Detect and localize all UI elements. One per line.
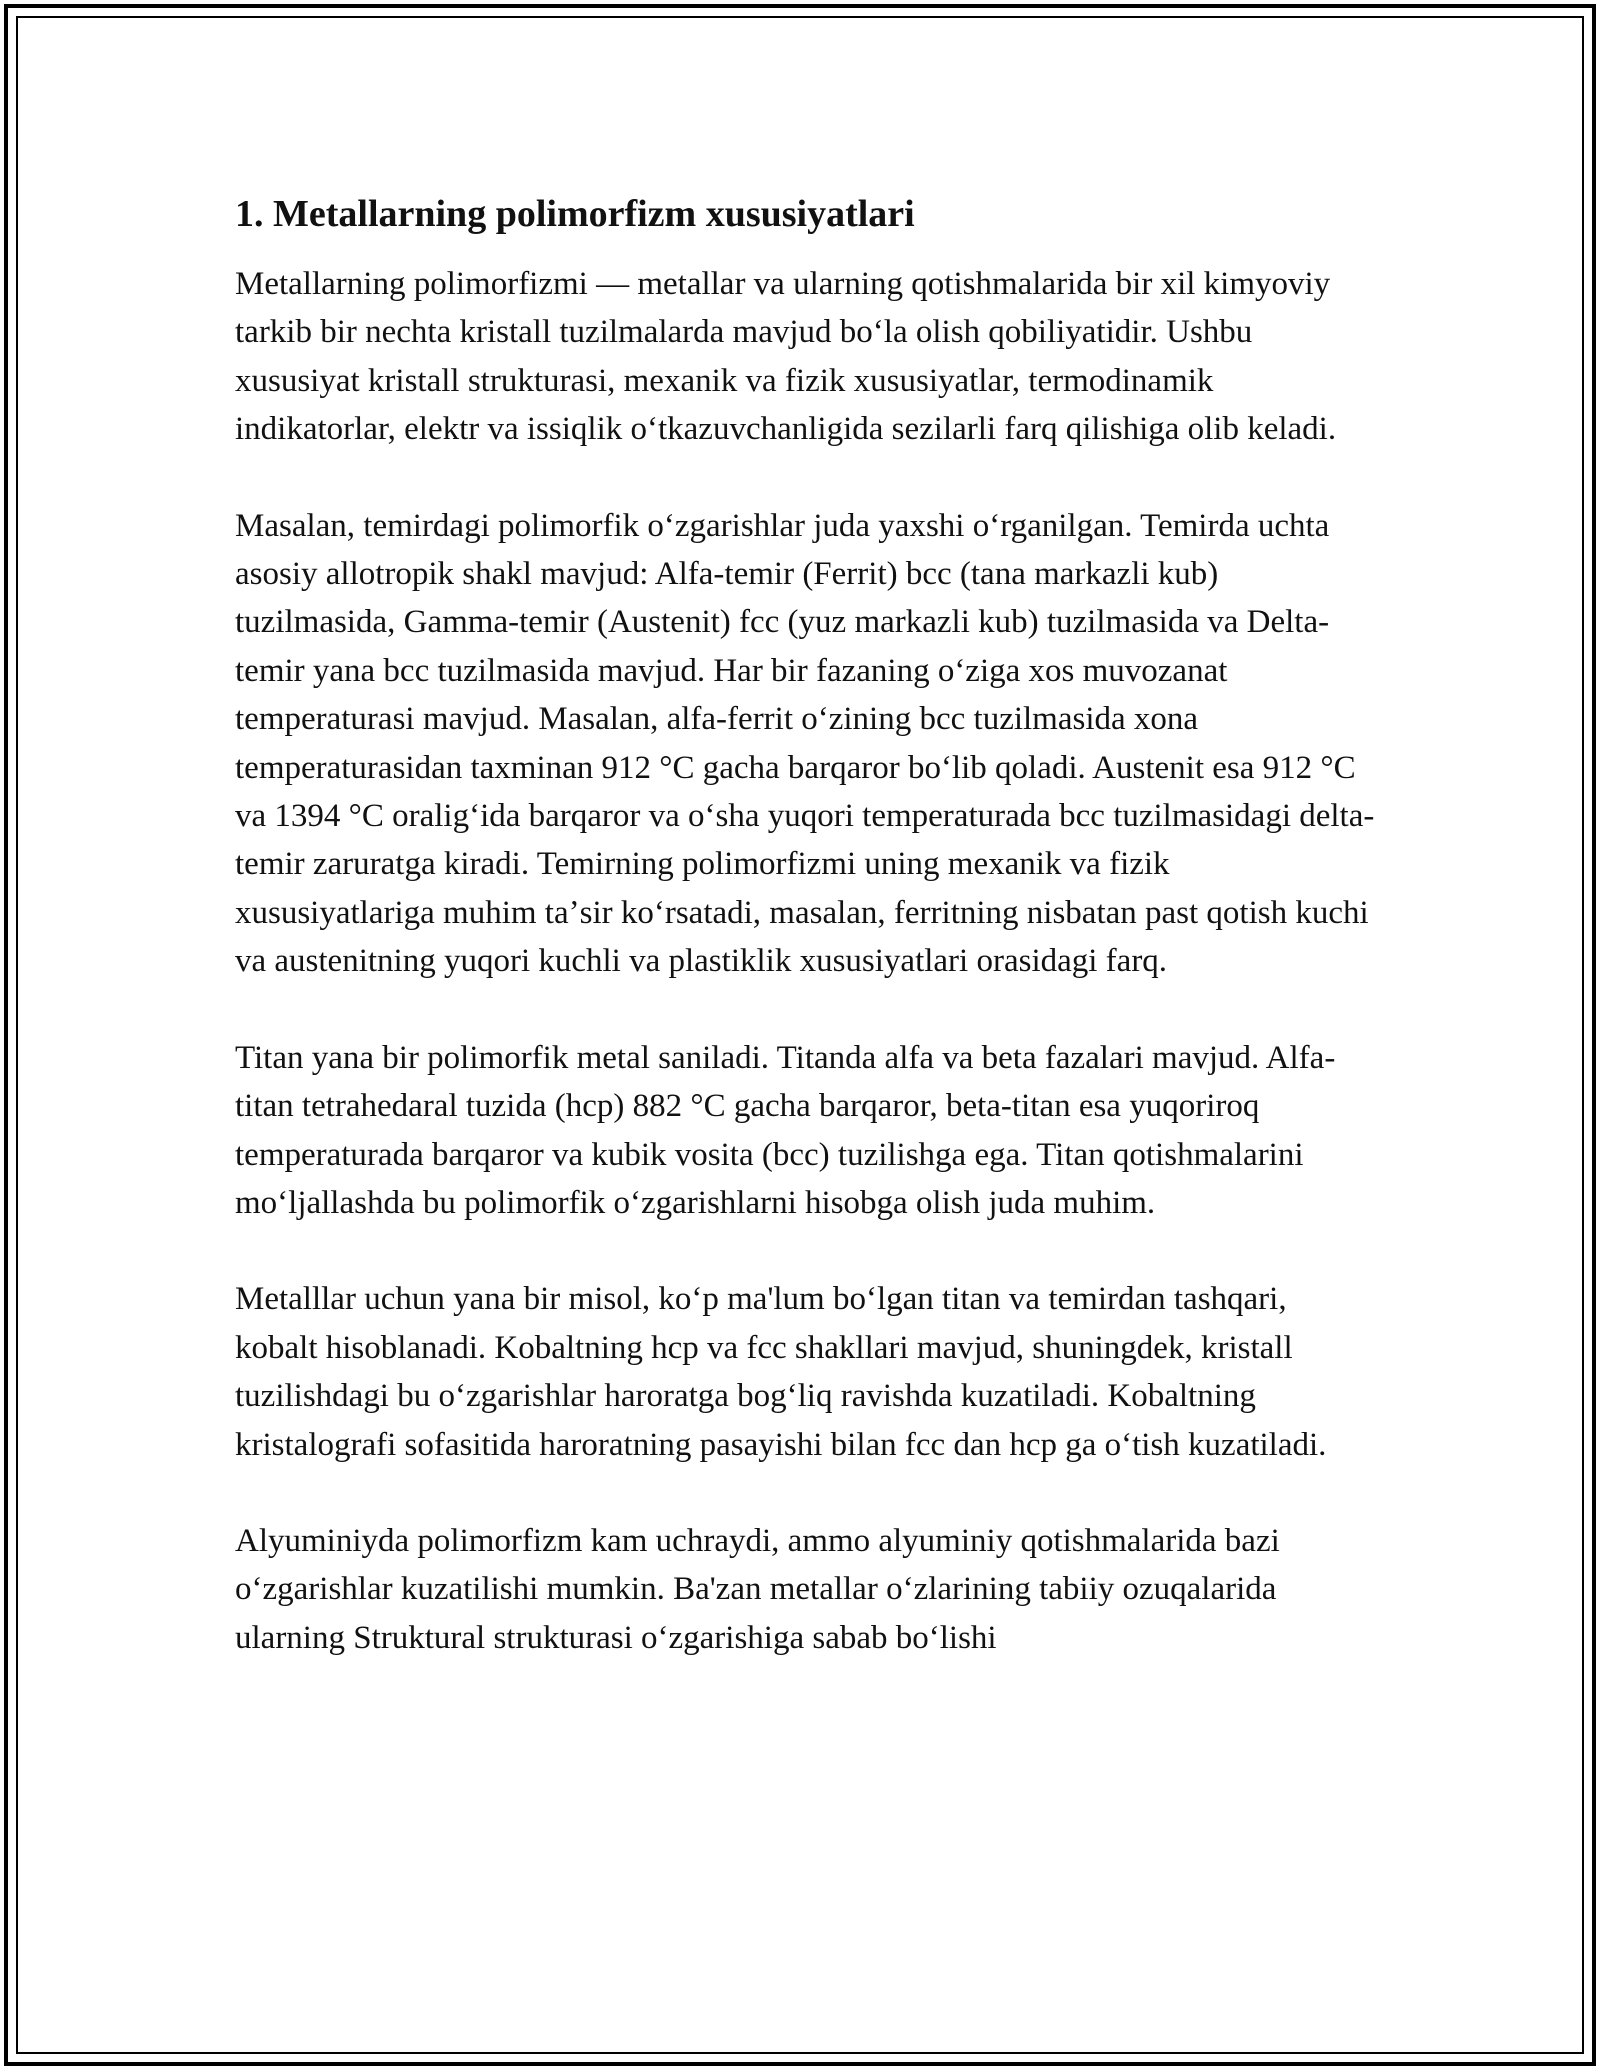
- paragraph-aluminium: Alyuminiyda polimorfizm kam uchraydi, ammo alyuminiy qotishmalarida bazi oʻzgarishlar kuzatilishi mumkin. Ba'zan metallar oʻzlarining tabiiy ozuqalarida ularning Struktural strukturasi oʻzgarishiga sabab boʻlishi: [235, 1522, 1280, 1656]
- paragraph-intro: Metallarning polimorfizmi — metallar va ularning qotishmalarida bir xil kimyoviy tarkib bir nechta kristall tuzilmalarda mavjud boʻla olish qobiliyatidir. Ushbu xususiyat kristall strukturasi, mexanik va fizik xususiyatlar, termodinamik indikatorlar, elektr va issiqlik oʻtkazuvchanligida sezilarli farq qilishiga olib keladi.: [235, 266, 1337, 448]
- document-body: [235, 190, 1375, 1710]
- document-title: 1. Metallarning polimorfizm xususiyatlari: [235, 193, 915, 235]
- paragraph-iron: Masalan, temirdagi polimorfik oʻzgarishlar juda yaxshi oʻrganilgan. Temirda uchta asosiy allotropik shakl mavjud: Alfa-temir (Ferrit) bcc (tana markazli kub) tuzilmasida, Gamma-temir (Austenit) fcc (yuz markazli kub) tuzilmasida va Delta-temir yana bcc tuzilmasida mavjud. Har bir fazaning oʻziga xos muvozanat temperaturasi mavjud. Masalan, alfa-ferrit oʻzining bcc tuzilmasida xona temperaturasidan taxminan 912 °C gacha barqaror boʻlib qoladi. Austenit esa 912 °C va 1394 °C oraligʻida barqaror va oʻsha yuqori temperaturada bcc tuzilmasidagi delta-temir zaruratga kiradi. Temirning polimorfizmi uning mexanik va fizik xususiyatlariga muhim taʼsir koʻrsatadi, masalan, ferritning nisbatan past qotish kuchi va austenitning yuqori kuchli va plastiklik xususiyatlari orasidagi farq.: [235, 507, 1375, 980]
- paragraph-titanium: Titan yana bir polimorfik metal saniladi. Titanda alfa va beta fazalari mavjud. Alfa-titan tetrahedaral tuzida (hcp) 882 °C gacha barqaror, beta-titan esa yuqoriroq temperaturada barqaror va kubik vosita (bcc) tuzilishga ega. Titan qotishmalarini moʻljallashda bu polimorfik oʻzgarishlarni hisobga olish juda muhim.: [235, 1039, 1336, 1221]
- paragraph-cobalt: Metalllar uchun yana bir misol, koʻp ma'lum boʻlgan titan va temirdan tashqari, kobalt hisoblanadi. Kobaltning hcp va fcc shakllari mavjud, shuningdek, kristall tuzilishdagi bu oʻzgarishlar haroratga bogʻliq ravishda kuzatiladi. Kobaltning kristalografi sofasitida haroratning pasayishi bilan fcc dan hcp ga oʻtish kuzatiladi.: [235, 1281, 1327, 1463]
